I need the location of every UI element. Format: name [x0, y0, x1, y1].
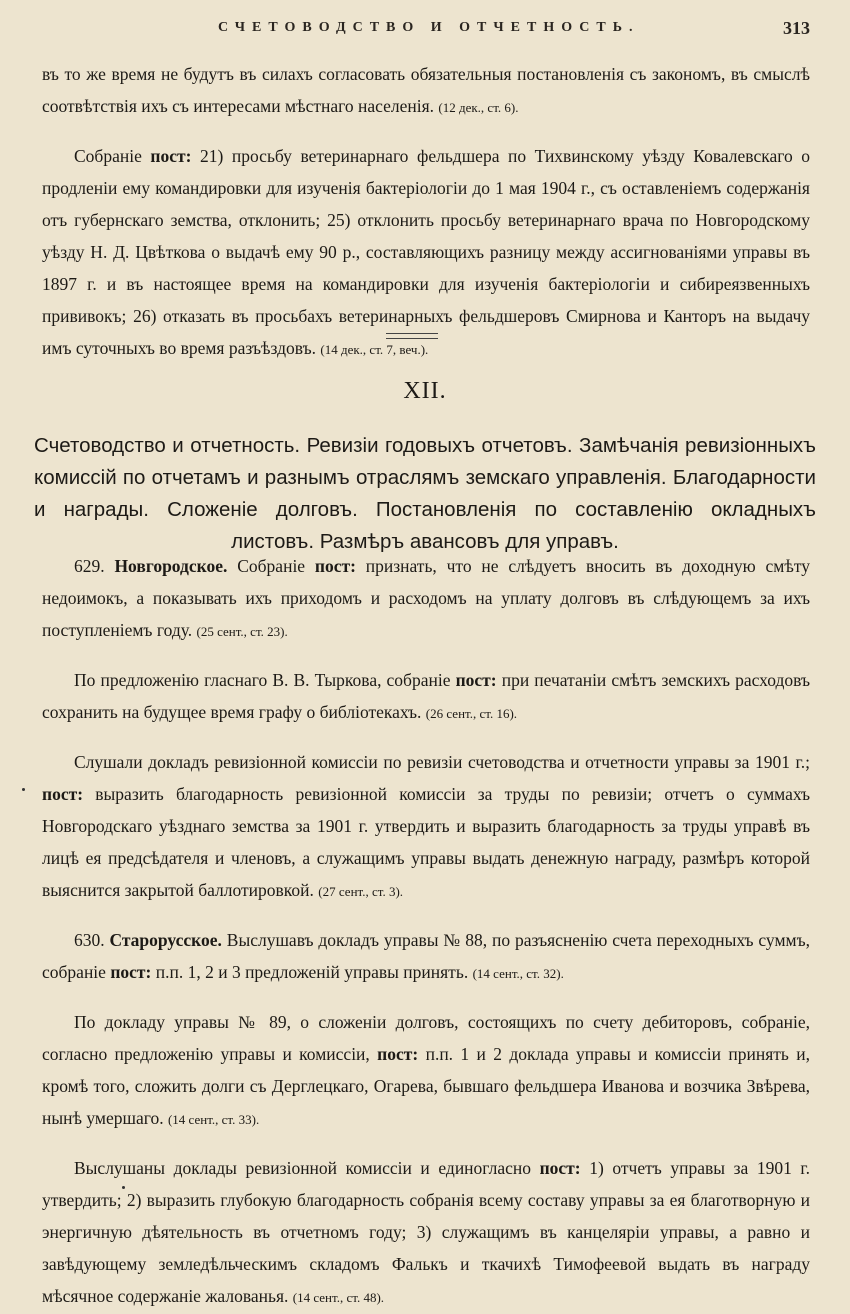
paragraph-revision-post: пост:	[42, 784, 84, 804]
running-head	[0, 18, 850, 44]
page-number: 313	[783, 18, 810, 38]
entry-630-lead: Выслушавъ докладъ управы № 88, по разъясненію счета переходныхъ суммъ, собраніе	[42, 930, 811, 982]
entry-630-number: 630.	[74, 930, 105, 950]
entry-630	[42, 924, 810, 990]
section-heading: Счетоводство и отчетность. Ревизіи годовыхъ отчетовъ. Замѣчанія ревизіонныхъ комиссій по отчетамъ и разнымъ отраслямъ земскаго управленія. Благодарности и награды. Сложеніе долговъ. Постановленія по составленію окладныхъ листовъ. Размѣръ авансовъ для управъ.	[34, 434, 816, 553]
entry-629-lead: Собраніе	[237, 556, 306, 576]
entry-629-text: признать, что не слѣдуетъ вносить въ доходную смѣту недоимокъ, а показывать ихъ приходомъ и расходомъ на уплату долговъ въ слѣдующемъ за ихъ поступленіемъ году.	[42, 556, 811, 640]
intro-paragraph-1-text: въ то же время не будутъ въ силахъ согласовать обязательныя постановленія съ закономъ, въ смыслѣ соотвѣтствія ихъ съ интересами мѣстнаго населенія.	[42, 64, 810, 116]
entry-630-post: пост:	[110, 962, 152, 982]
print-speck	[122, 1186, 125, 1189]
paragraph-tyrkov-text: при печатаніи смѣтъ земскихъ расходовъ сохранить на будущее время графу о библіотекахъ.	[42, 670, 811, 722]
entry-629	[42, 550, 810, 648]
entry-629-ref: (25 сент., ст. 23).	[196, 624, 288, 639]
paragraph-tyrkov-ref: (26 сент., ст. 16).	[425, 706, 518, 721]
running-head-title: СЧЕТОВОДСТВО И ОТЧЕТНОСТЬ.	[218, 20, 640, 35]
paragraph-report-89-lead: По докладу управы № 89, о сложеніи долговъ, состоящихъ по счету дебиторовъ, собраніе, согласно предложенію управы и комиссіи,	[42, 1012, 810, 1064]
intro-block	[42, 58, 810, 366]
paragraph-report-89	[42, 1006, 810, 1136]
entry-629-number: 629.	[74, 556, 105, 576]
paragraph-revision	[42, 746, 810, 908]
intro-paragraph-1-ref: (12 дек., ст. 6).	[438, 100, 519, 115]
paragraph-report-89-post: пост:	[377, 1044, 419, 1064]
paragraph-revision-lead: Слушали докладъ ревизіонной комиссіи по ревизіи счетоводства и отчетности управы за 1901 г.;	[74, 752, 810, 772]
section-divider	[386, 333, 438, 339]
intro-paragraph-2-post: пост:	[150, 146, 192, 166]
intro-paragraph-2-lead: Собраніе	[74, 146, 142, 166]
print-speck	[22, 788, 25, 791]
entry-630-ref: (14 сент., ст. 32).	[472, 966, 564, 981]
paragraph-tyrkov-lead: По предложенію гласнаго В. В. Тыркова, собраніе	[74, 670, 451, 690]
entry-630-place: Старорусское.	[109, 930, 222, 950]
entry-629-place: Новгородское.	[114, 556, 228, 576]
intro-paragraph-2-text: 21) просьбу ветеринарнаго фельдшера по Тихвинскому уѣзду Ковалевскаго о продленіи ему командировки для изученія бактеріологіи до 1 мая 1904 г., съ оставленіемъ содержанія отъ губернскаго земства, отклонить; 25) отклонить просьбу ветеринарнаго врача по Новгородскому уѣзду Н. Д. Цвѣткова о выдачѣ ему 90 р., составляющихъ разницу между ассигнованіями управы въ 1897 г. и въ настоящее время на командировки для изученія бактеріологіи и сибиреязвенныхъ прививокъ; 26) отказать въ просьбахъ ветеринарныхъ фельдшеровъ Смирнова и Канторъ на выдачу имъ суточныхъ во время разъѣздовъ.	[42, 146, 811, 358]
intro-paragraph-1	[42, 58, 810, 124]
paragraph-final-lead: Выслушаны доклады ревизіонной комиссіи и единогласно	[74, 1158, 531, 1178]
intro-paragraph-2-ref: (14 дек., ст. 7, веч.).	[320, 342, 429, 357]
paragraph-tyrkov-post: пост:	[455, 670, 497, 690]
section-number: XII.	[403, 378, 447, 404]
paragraph-final-ref: (14 сент., ст. 48).	[292, 1290, 385, 1305]
entry-630-text: п.п. 1, 2 и 3 предложеній управы принять.	[155, 962, 469, 982]
paragraph-final	[42, 1152, 810, 1314]
paragraph-report-89-ref: (14 сент., ст. 33).	[167, 1112, 260, 1127]
paragraph-tyrkov	[42, 664, 810, 730]
paragraph-report-89-text: п.п. 1 и 2 доклада управы и комиссіи принять и, кромѣ того, сложить долги съ Дерглецкаго, Огарева, бывшаго фельдшера Иванова и возчика Звѣрева, нынѣ умершаго.	[42, 1044, 811, 1128]
paragraph-revision-ref: (27 сент., ст. 3).	[318, 884, 404, 899]
paragraph-final-text: 1) отчетъ управы за 1901 г. утвердить; 2) выразить глубокую благодарность собранія всему составу управы за ея благотворную и энергичную дѣятельность въ отчетномъ году; 3) служащимъ въ канцеляріи управы, а равно и завѣдующему земледѣльческимъ складомъ Фалькъ и ткачихѣ Тимофеевой выдать въ награду мѣсячное содержаніе жалованья.	[42, 1158, 811, 1306]
entries-block	[42, 550, 810, 1314]
paragraph-revision-text: выразить благодарность ревизіонной комиссіи за труды по ревизіи; отчетъ о суммахъ Новгородскаго уѣзднаго земства за 1901 г. утвердить и выразить благодарность за труды управѣ въ лицѣ ея предсѣдателя и членовъ, а служащимъ управы выдать денежную награду, размѣръ которой выяснится закрытой баллотировкой.	[42, 784, 810, 900]
entry-629-post: пост:	[314, 556, 356, 576]
paragraph-final-post: пост:	[539, 1158, 581, 1178]
